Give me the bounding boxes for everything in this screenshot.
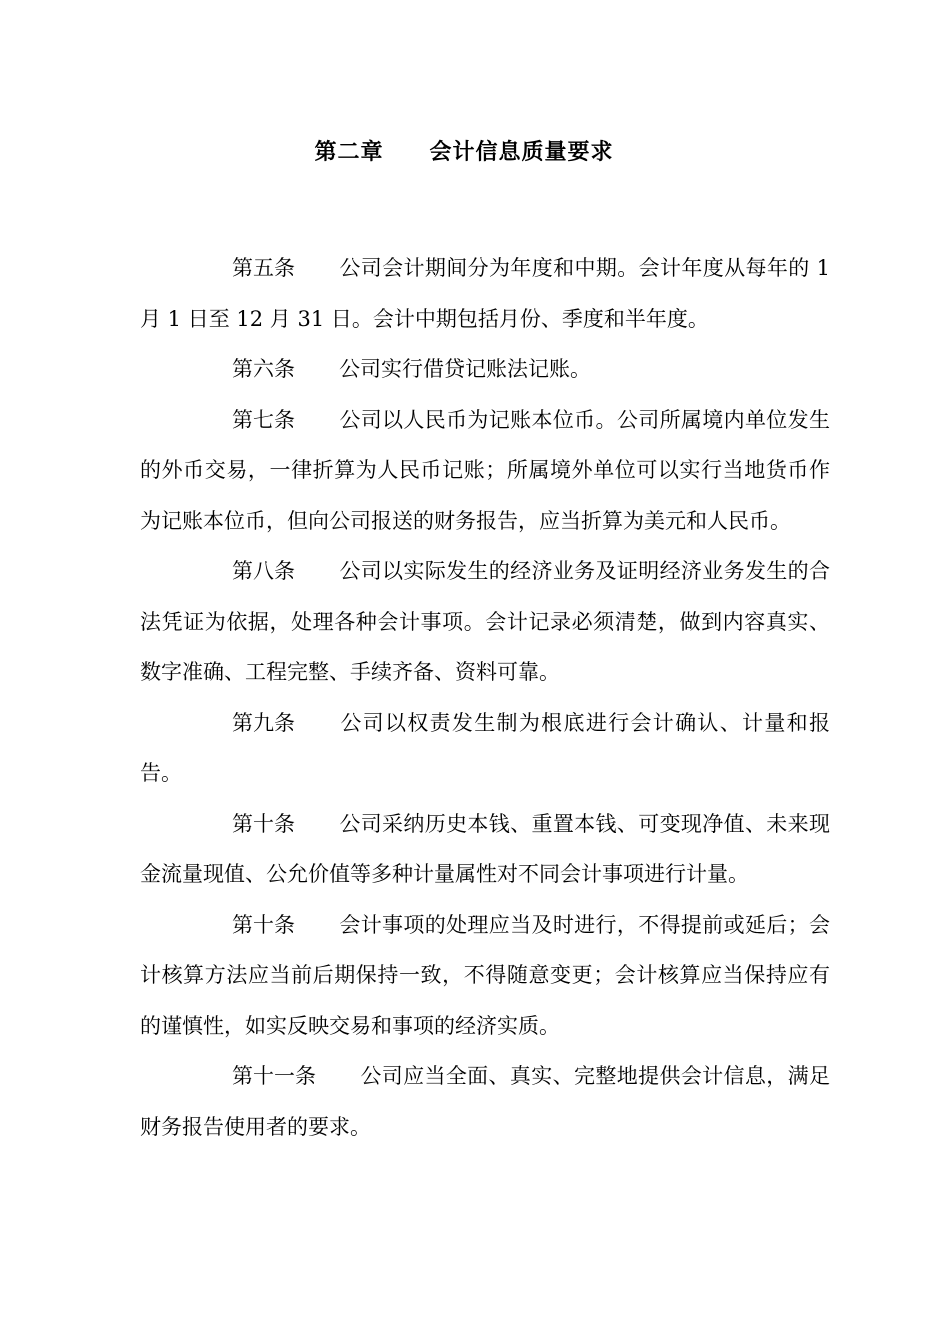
article-9: [140, 698, 830, 799]
article-8: [140, 546, 830, 698]
article-text: 公司以人民币为记账本位币。公司所属境内单位发生的外币交易，一律折算为人民币记账；所属境外单位可以实行当地货币作为记账本位币，但向公司报送的财务报告，应当折算为美元和人民币。: [140, 407, 830, 533]
article-text: 公司以实际发生的经济业务及证明经济业务发生的合法凭证为依据，处理各种会计事项。会计记录必须清楚，做到内容真实、数字准确、工程完整、手续齐备、资料可靠。: [140, 559, 830, 684]
article-10b: [140, 900, 830, 1052]
article-number: 第八条: [232, 559, 295, 583]
chapter-title: 第二章 会计信息质量要求: [314, 139, 614, 165]
article-11: [140, 1051, 830, 1152]
article-7: [140, 395, 830, 547]
article-text: 公司采纳历史本钱、重置本钱、可变现净值、未来现金流量现值、公允价值等多种计量属性对不同会计事项进行计量。: [140, 811, 830, 886]
article-text: 公司会计期间分为年度和中期。会计年度从每年的 1 月 1 日至 12 月 31 日。会计中期包括月份、季度和半年度。: [140, 256, 830, 331]
article-number: 第六条: [232, 357, 295, 381]
article-number: 第十一条: [232, 1064, 316, 1088]
article-text: 会计事项的处理应当及时进行，不得提前或延后；会计核算方法应当前后期保持一致，不得随意变更；会计核算应当保持应有的谨慎性，如实反映交易和事项的经济实质。: [140, 912, 830, 1038]
article-6: [140, 344, 830, 395]
article-text: 公司应当全面、真实、完整地提供会计信息，满足财务报告使用者的要求。: [140, 1064, 830, 1139]
article-list: [140, 243, 830, 1152]
article-number: 第十条: [232, 912, 295, 937]
article-number: 第九条: [232, 710, 295, 735]
article-5: [140, 243, 830, 344]
article-number: 第十条: [232, 811, 295, 836]
article-number: 第七条: [232, 407, 295, 432]
article-text: 公司实行借贷记账法记账。: [339, 357, 591, 381]
article-10: [140, 799, 830, 900]
article-text: 公司以权责发生制为根底进行会计确认、计量和报告。: [140, 710, 830, 785]
article-number: 第五条: [232, 256, 295, 280]
